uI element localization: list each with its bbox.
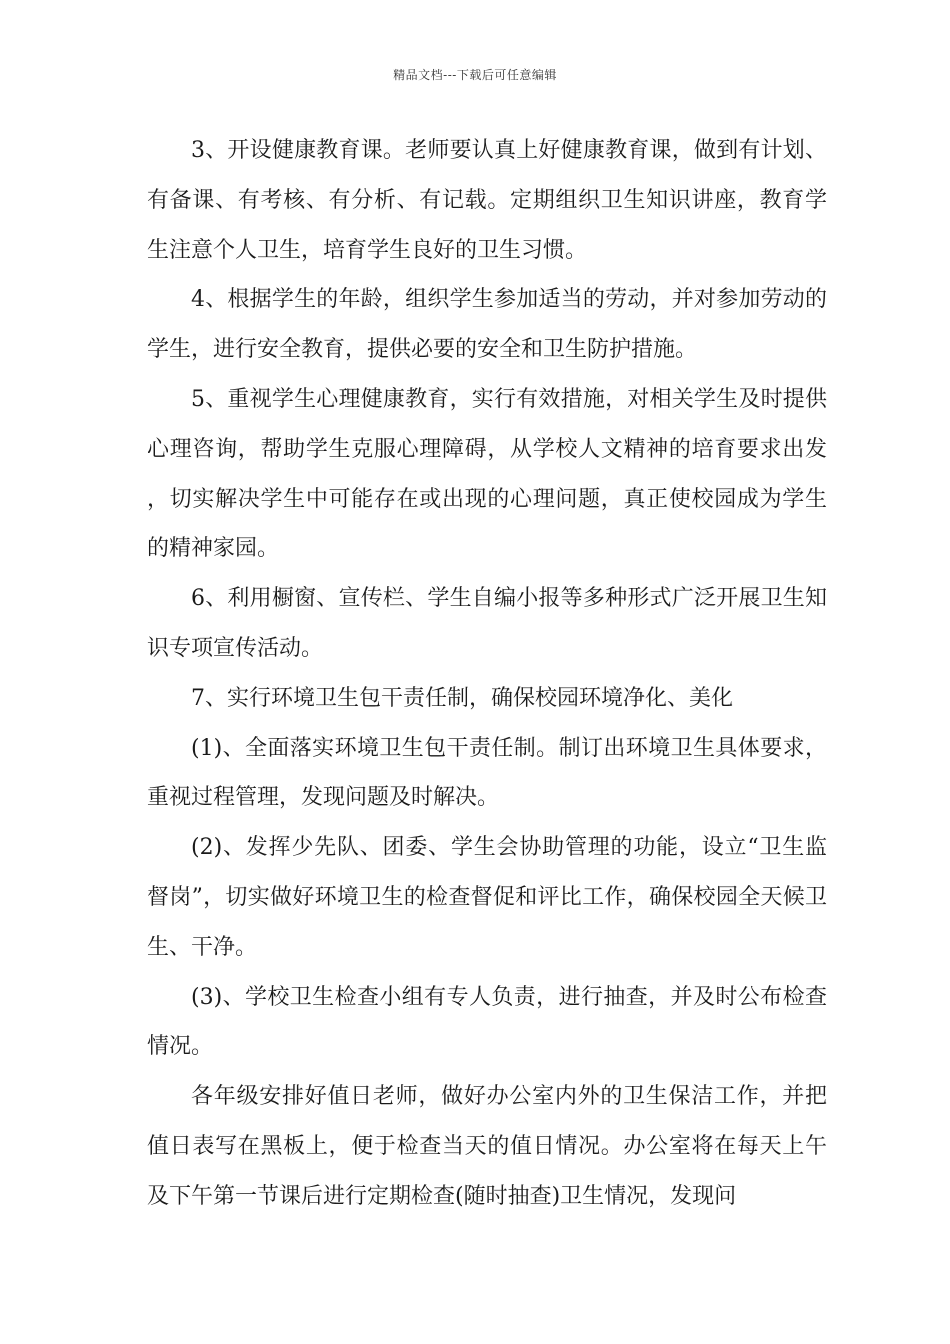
paragraph-item-7: 7、实行环境卫生包干责任制，确保校园环境净化、美化 — [191, 685, 733, 711]
document-body — [147, 126, 827, 1222]
paragraph-subitem-3: (3)、学校卫生检查小组有专人负责，进行抽查，并及时公布检查情况。 — [147, 984, 827, 1060]
paragraph-duty-arrangement: 各年级安排好值日老师，做好办公室内外的卫生保洁工作，并把值日表写在黑板上，便于检查当天的值日情况。办公室将在每天上午及下午第一节课后进行定期检查(随时抽查)卫生情况，发现问 — [147, 1084, 827, 1209]
paragraph-subitem-2: (2)、发挥少先队、团委、学生会协助管理的功能，设立“卫生监督岗”，切实做好环境卫生的检查督促和评比工作，确保校园全天候卫生、干净。 — [147, 835, 827, 960]
page-header: 精品文档---下载后可任意编辑 — [393, 68, 557, 82]
paragraph-item-6: 6、利用橱窗、宣传栏、学生自编小报等多种形式广泛开展卫生知识专项宣传活动。 — [147, 586, 827, 661]
paragraph-item-5: 5、重视学生心理健康教育，实行有效措施，对相关学生及时提供心理咨询，帮助学生克服心理障碍，从学校人文精神的培育要求出发，切实解决学生中可能存在或出现的心理问题，真正使校园成为学生的精神家园。 — [147, 386, 827, 562]
paragraph-item-4: 4、根据学生的年龄，组织学生参加适当的劳动，并对参加劳动的学生，进行安全教育，提供必要的安全和卫生防护措施。 — [147, 287, 827, 363]
paragraph-subitem-1: (1)、全面落实环境卫生包干责任制。制订出环境卫生具体要求，重视过程管理，发现问题及时解决。 — [147, 735, 827, 811]
paragraph-item-3: 3、开设健康教育课。老师要认真上好健康教育课，做到有计划、有备课、有考核、有分析、有记载。定期组织卫生知识讲座，教育学生注意个人卫生，培育学生良好的卫生习惯。 — [147, 138, 827, 263]
